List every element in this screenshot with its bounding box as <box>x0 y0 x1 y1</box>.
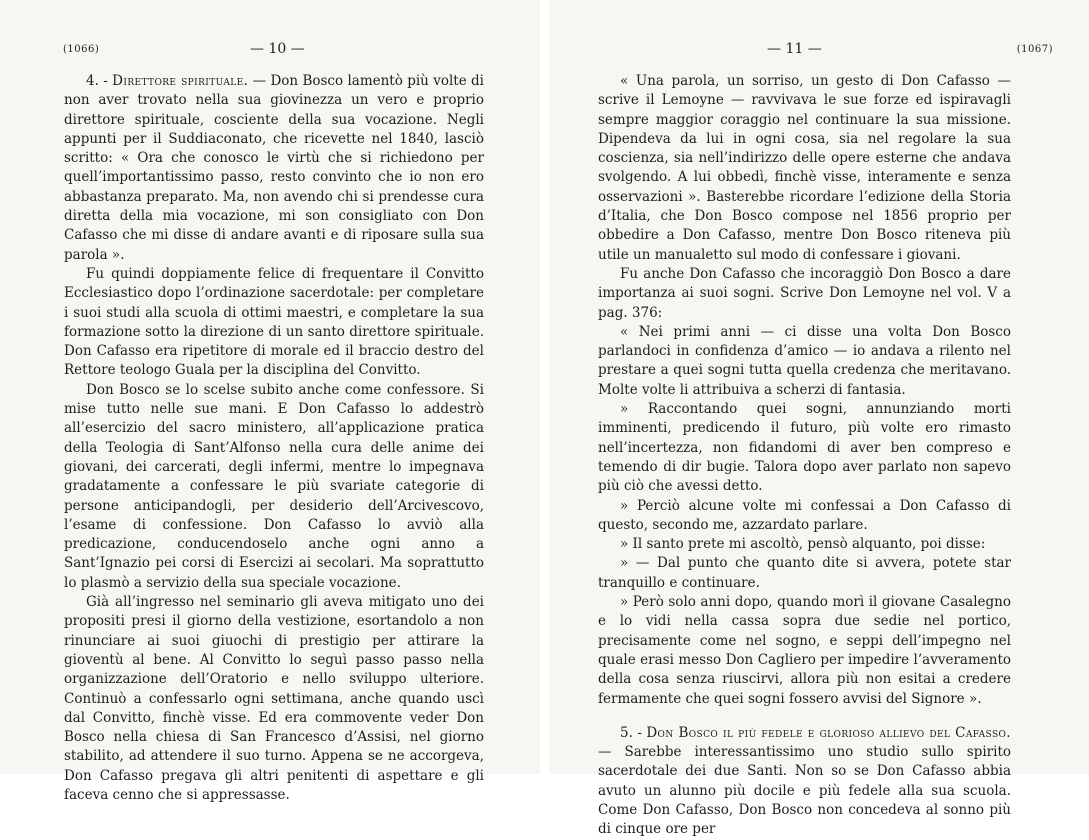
section-title: Direttore spirituale. <box>112 73 249 89</box>
right-page-text <box>598 72 1011 840</box>
section-text: — Sarebbe interessantissimo uno studio sullo spirito sacerdotale dei due Santi. Non so se Don Cafasso abbia avuto un alunno più docile e più fedele alla sua scuola. Come Don Cafasso, Don Bosco non concedeva al sonno più di cinque ore per <box>598 744 1011 838</box>
paragraph <box>598 724 1011 840</box>
paragraph: » Però solo anni dopo, quando morì il giovane Casalegno e lo vidi nella cassa sopra due sedie nel portico, precisamente come nel sogno, e seppi dell’impegno nel quale erasi messo Don Cagliero per impedire l’avveramento della cosa senza riuscirvi, allora più non esitai a credere fermamente che quei sogni fossero avvisi del Signore ». <box>598 594 1011 707</box>
section-text: — Don Bosco lamentò più volte di non aver trovato nella sua giovinezza un vero e proprio direttore spirituale, cosciente della sua vocazione. Negli appunti per il Suddiaconato, che ricevette nel 1840, lasciò scritto: « Ora che conosco le virtù che si richiedono per quell’importantissimo passo, resto convinto che io non ero abbastanza preparato. Ma, non avendo chi si prendesse cura diretta della mia vocazione, mi son consigliato con Don Cafasso che mi disse di andare avanti e di riposare sulla sua parola ». <box>64 73 484 263</box>
paragraph: » Raccontando quei sogni, annunziando morti imminenti, predicendo il futuro, più volte ero rimasto nell’incertezza, non fidandomi di aver ben compreso e temendo di dir bugie. Talora dopo aver parlato non sapevo più ciò che avessi detto. <box>598 401 1011 495</box>
right-folio: (1067) <box>1016 44 1053 55</box>
paragraph: Già all’ingresso nel seminario gli aveva mitigato uno dei propositi presi il giorno della vestizione, esortandolo a non rinunciare ai suoi giuochi di prestigio per attirare la gioventù al bene. Al Convitto lo seguì passo passo nella organizzazione dell’Oratorio e nello sviluppo ulteriore. Continuò a confessarlo ogni settimana, anche quando uscì dal Convitto, finchè visse. Ed era commovente veder Don Bosco nella chiesa di San Francesco d’Assisi, nel giorno stabilito, ad attendere il suo turno. Appena se ne accorgeva, Don Cafasso pregava gli altri penitenti di aspettare e gli faceva cenno che si appressasse. <box>64 594 484 803</box>
section-title: Don Bosco il più fedele e glorioso allievo del Cafasso. <box>646 724 1011 741</box>
left-page-header <box>0 41 540 61</box>
paragraph: » Il santo prete mi ascoltò, pensò alquanto, poi disse: <box>620 536 986 553</box>
left-page-number: — 10 — <box>250 41 305 57</box>
paragraph: « Una parola, un sorriso, un gesto di Don Cafasso — scrive il Lemoyne — ravvivava le sue forze ed ispiravagli sempre maggior coraggio nel continuare la sua missione. Dipendeva da lui in ogni cosa, sia nel regolare la sua coscienza, sia nell’indirizzo delle opere esterne che andava svolgendo. A lui obbedì, finchè visse, interamente e senza osservazioni ». Basterebbe ricordare l’edizione della Storia d’Italia, che Don Bosco compose nel 1856 proprio per obbedire a Don Cafasso, mentre Don Bosco riteneva più utile un manualetto sul modo di confessare i giovani. <box>598 73 1011 263</box>
right-page-header <box>549 41 1089 61</box>
section-number: 4. - <box>86 73 113 89</box>
left-page <box>0 0 540 803</box>
paragraph: » — Dal punto che quanto dite si avvera, potete star tranquillo e continuare. <box>598 555 1011 591</box>
paragraph: Fu anche Don Cafasso che incoraggiò Don Bosco a dare importanza ai suoi sogni. Scrive Don Lemoyne nel vol. V a pag. 376: <box>598 265 1011 321</box>
paragraph: Don Bosco se lo scelse subito anche come confessore. Si mise tutto nelle sue mani. E Don Cafasso lo addestrò all’esercizio del sacro ministero, all’applicazione pratica della Teologia di Sant’Alfonso nella cura delle anime dei giovani, dei carcerati, degli infermi, mentre lo impegnava gradatamente a confessare le più svariate categorie di persone anticipandogli, per desiderio dell’Arcivescovo, l’esame di confessione. Don Cafasso lo avviò alla predicazione, conducendoselo anche ogni anno a Sant’Ignazio pei corsi di Esercizi ai secolari. Ma soprattutto lo plasmò a servizio della sua speciale vocazione. <box>64 381 484 591</box>
left-page-text <box>64 72 484 805</box>
paragraph: Fu quindi doppiamente felice di frequentare il Convitto Ecclesiastico dopo l’ordinazione sacerdotale: per completare i suoi studi alla scuola di ottimi maestri, e completare la sua formazione sotto la direzione di un santo direttore spirituale. Don Cafasso era ripetitore di morale ed il braccio destro del Rettore teologo Guala per la disciplina del Convitto. <box>64 265 484 379</box>
gutter <box>540 0 549 774</box>
left-folio: (1066) <box>63 44 100 55</box>
right-page <box>549 0 1089 838</box>
paragraph: » Perciò alcune volte mi confessai a Don Cafasso di questo, secondo me, azzardato parlare. <box>598 497 1011 533</box>
paragraph: « Nei primi anni — ci disse una volta Don Bosco parlandoci in confidenza d’amico — io andava a rilento nel prestare a quei sogni tutta quella credenza che meritavano. Molte volte li attribuiva a scherzi di fantasia. <box>598 323 1011 398</box>
right-page-number: — 11 — <box>767 41 822 57</box>
section-number: 5. - <box>620 724 647 741</box>
paragraph <box>64 72 484 265</box>
